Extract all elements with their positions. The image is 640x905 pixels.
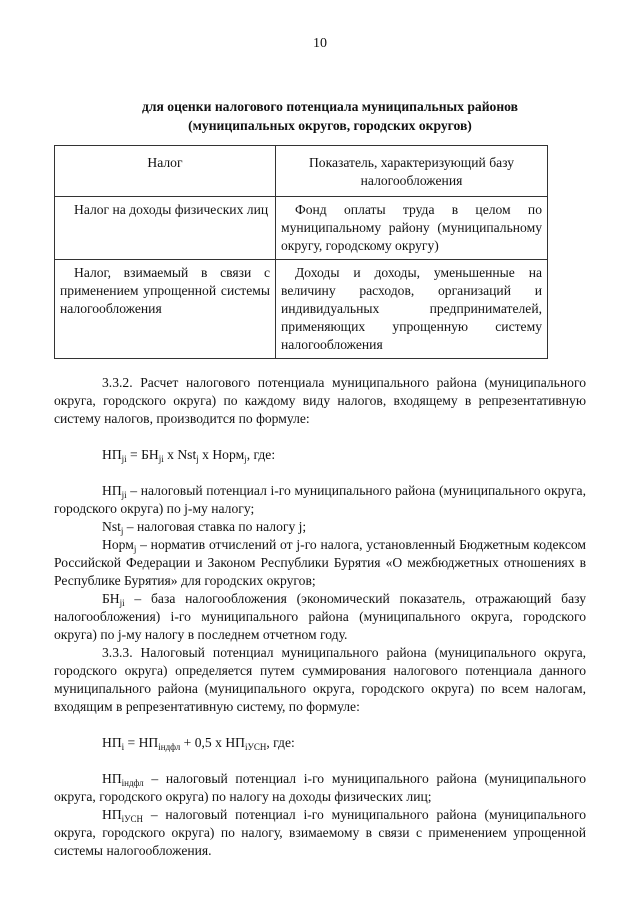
definition-bn: $БН_{ji}$ – база налогообложения (экономический показатель, отражающий базу налогообложения) i-го муниципального района (муниципального округа, городского округа) по j-му налогу в последнем отчетном году.: [54, 591, 586, 642]
header-base: Показатель, характеризующий базу налогообложения: [276, 146, 548, 197]
cell-tax: Налог на доходы физических лиц: [55, 197, 276, 260]
definition-nst: Nst$_j$ – налоговая ставка по налогу j;: [102, 519, 307, 536]
cell-base: Доходы и доходы, уменьшенные на величину расходов, организаций и индивидуальных предпринимателей, применяющих упрощенную систему налогообложения: [276, 260, 548, 359]
section-title: [80, 97, 580, 135]
definition-np-usn: $НП_{iУСН}$ – налоговый потенциал i-го муниципального района (муниципального округа, городского округа) по налогу, взимаемому в связи с применением упрощенной системы налогообложения.: [54, 807, 586, 858]
table-row: [55, 260, 548, 359]
definition-norm: Норм$_j$ – норматив отчислений от j-го налога, установленный Бюджетным кодексом Российской Федерации и Законом Республики Бурятия «О межбюджетных отношениях в Республике Бурятия» для городских округов;: [54, 537, 586, 588]
table-header-row: [55, 146, 548, 197]
title-line-1: для оценки налогового потенциала муниципальных районов: [142, 99, 518, 114]
body-text: [54, 374, 586, 860]
formula-1: $НП_{ji} = БН_{ji}$ x Nst$_j$ x Норм$_j$, где:: [102, 447, 276, 464]
paragraph-3-3-3: 3.3.3. Налоговый потенциал муниципального района (муниципального округа, городского округа) определяется путем суммирования налогового потенциала данного муниципального района (муниципального округа, городского округа) по всем налогам, входящим в репрезентативную систему, по формуле:: [54, 645, 586, 714]
table-row: [55, 197, 548, 260]
paragraph-3-3-2: 3.3.2. Расчет налогового потенциала муниципального района (муниципального округа, городского округа) по каждому виду налогов, входящему в репрезентативную систему налогов, производится по формуле:: [54, 375, 586, 426]
tax-base-table: [54, 145, 548, 359]
header-tax: Налог: [55, 146, 276, 197]
formula-2: $НП_i = НП_{iндфл} + 0,5$ x $НП_{iУСН}$, где:: [102, 735, 295, 752]
definition-np-ji: $НП_{ji}$ – налоговый потенциал i-го муниципального района (муниципального округа, городского округа) по j-му налогу;: [54, 483, 586, 516]
cell-base: Фонд оплаты труда в целом по муниципальному району (муниципальному округу, городскому округу): [276, 197, 548, 260]
page-number: 10: [313, 36, 327, 51]
definition-np-ndfl: $НП_{iндфл}$ – налоговый потенциал i-го муниципального района (муниципального округа, городского округа) по налогу на доходы физических лиц;: [54, 771, 586, 804]
cell-tax: Налог, взимаемый в связи с применением упрощенной системы налогообложения: [55, 260, 276, 359]
title-line-2: (муниципальных округов, городских округов): [188, 118, 472, 133]
